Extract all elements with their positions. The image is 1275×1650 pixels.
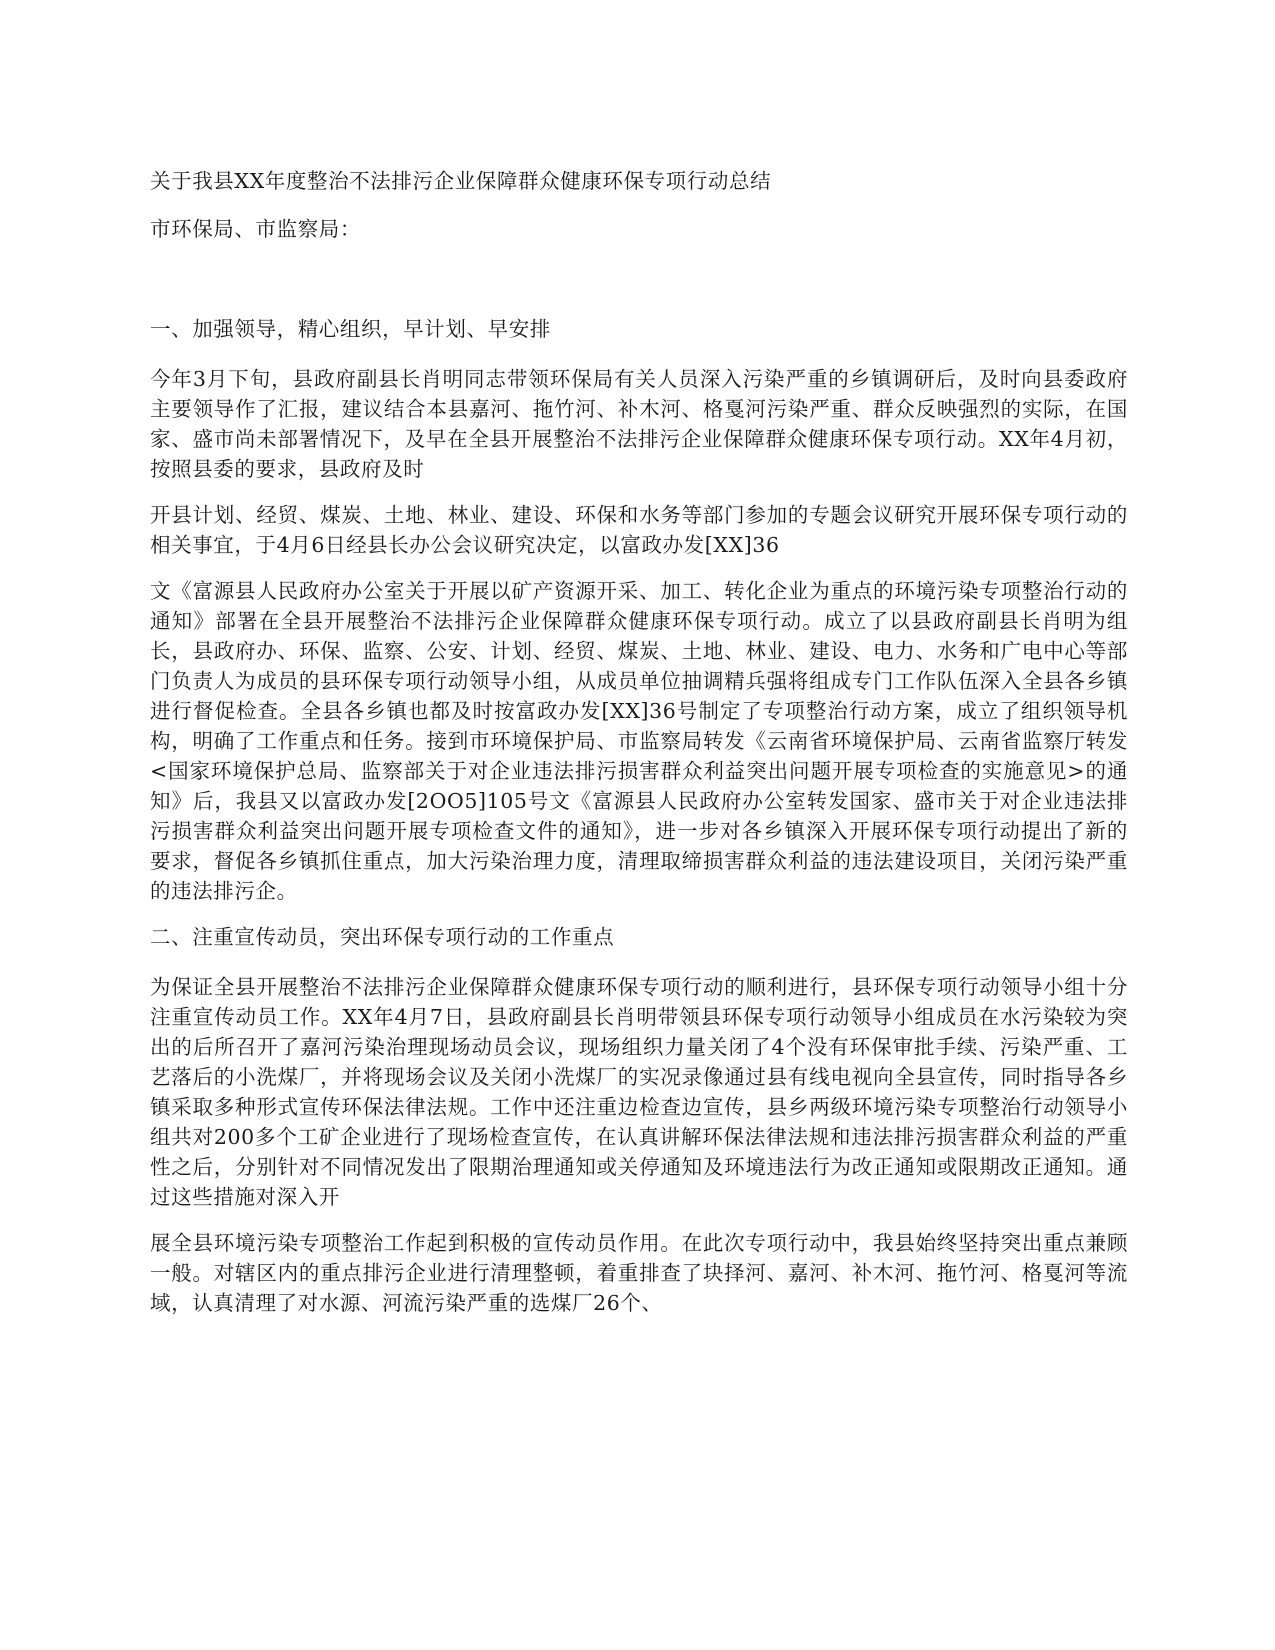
section-2-paragraph-2: 展全县环境污染专项整治工作起到积极的宣传动员作用。在此次专项行动中，我县始终坚持突出重点兼顾一般。对辖区内的重点排污企业进行清理整顿，着重排查了块择河、嘉河、补木河、拖竹河、格戛河等流域，认真清理了对水源、河流污染严重的选煤厂26个、	[150, 1231, 1128, 1315]
section-1-heading: 一、加强领导，精心组织，早计划、早安排	[150, 317, 551, 341]
section-2-paragraph-1: 为保证全县开展整治不法排污企业保障群众健康环保专项行动的顺利进行，县环保专项行动领导小组十分注重宣传动员工作。XX年4月7日，县政府副县长肖明带领县环保专项行动领导小组成员在水污染较为突出的后所召开了嘉河污染治理现场动员会议，现场组织力量关闭了4个没有环保审批手续、污染严重、工艺落后的小洗煤厂，并将现场会议及关闭小洗煤厂的实况录像通过县有线电视向全县宣传，同时指导各乡镇采取多种形式宣传环保法律法规。工作中还注重边检查边宣传，县乡两级环境污染专项整治行动领导小组共对200多个工矿企业进行了现场检查宣传，在认真讲解环保法律法规和违法排污损害群众利益的严重性之后，分别针对不同情况发出了限期治理通知或关停通知及环境违法行为改正通知或限期改正通知。通过这些措施对深入开	[150, 975, 1128, 1209]
section-1-paragraph-3: 文《富源县人民政府办公室关于开展以矿产资源开采、加工、转化企业为重点的环境污染专项整治行动的通知》部署在全县开展整治不法排污企业保障群众健康环保专项行动。成立了以县政府副县长肖明为组长，县政府办、环保、监察、公安、计划、经贸、煤炭、土地、林业、建设、电力、水务和广电中心等部门负责人为成员的县环保专项行动领导小组，从成员单位抽调精兵强将组成专门工作队伍深入全县各乡镇进行督促检查。全县各乡镇也都及时按富政办发[XX]36号制定了专项整治行动方案，成立了组织领导机构，明确了工作重点和任务。接到市环境保护局、市监察局转发《云南省环境保护局、云南省监察厅转发<国家环境保护总局、监察部关于对企业违法排污损害群众利益突出问题开展专项检查的实施意见>的通知》后，我县又以富政办发[2OO5]105号文《富源县人民政府办公室转发国家、盛市关于对企业违法排污损害群众利益突出问题开展专项检查文件的通知》，进一步对各乡镇深入开展环保专项行动提出了新的要求，督促各乡镇抓住重点，加大污染治理力度，清理取缔损害群众利益的违法建设项目，关闭污染严重的违法排污企。	[150, 579, 1128, 903]
section-1-paragraph-1: 今年3月下旬，县政府副县长肖明同志带领环保局有关人员深入污染严重的乡镇调研后，及时向县委政府主要领导作了汇报，建议结合本县嘉河、拖竹河、补木河、格戛河污染严重、群众反映强烈的实际，在国家、盛市尚未部署情况下，及早在全县开展整治不法排污企业保障群众健康环保专项行动。XX年4月初，按照县委的要求，县政府及时	[150, 367, 1128, 481]
addressee-line: 市环保局、市监察局：	[150, 217, 361, 241]
section-1-paragraph-2: 开县计划、经贸、煤炭、土地、林业、建设、环保和水务等部门参加的专题会议研究开展环保专项行动的相关事宜，于4月6日经县长办公会议研究决定，以富政办发[XX]36	[150, 503, 1128, 557]
document-title: 关于我县XX年度整治不法排污企业保障群众健康环保专项行动总结	[150, 169, 772, 193]
section-2-heading: 二、注重宣传动员，突出环保专项行动的工作重点	[150, 925, 615, 949]
document-body	[150, 166, 1128, 1334]
